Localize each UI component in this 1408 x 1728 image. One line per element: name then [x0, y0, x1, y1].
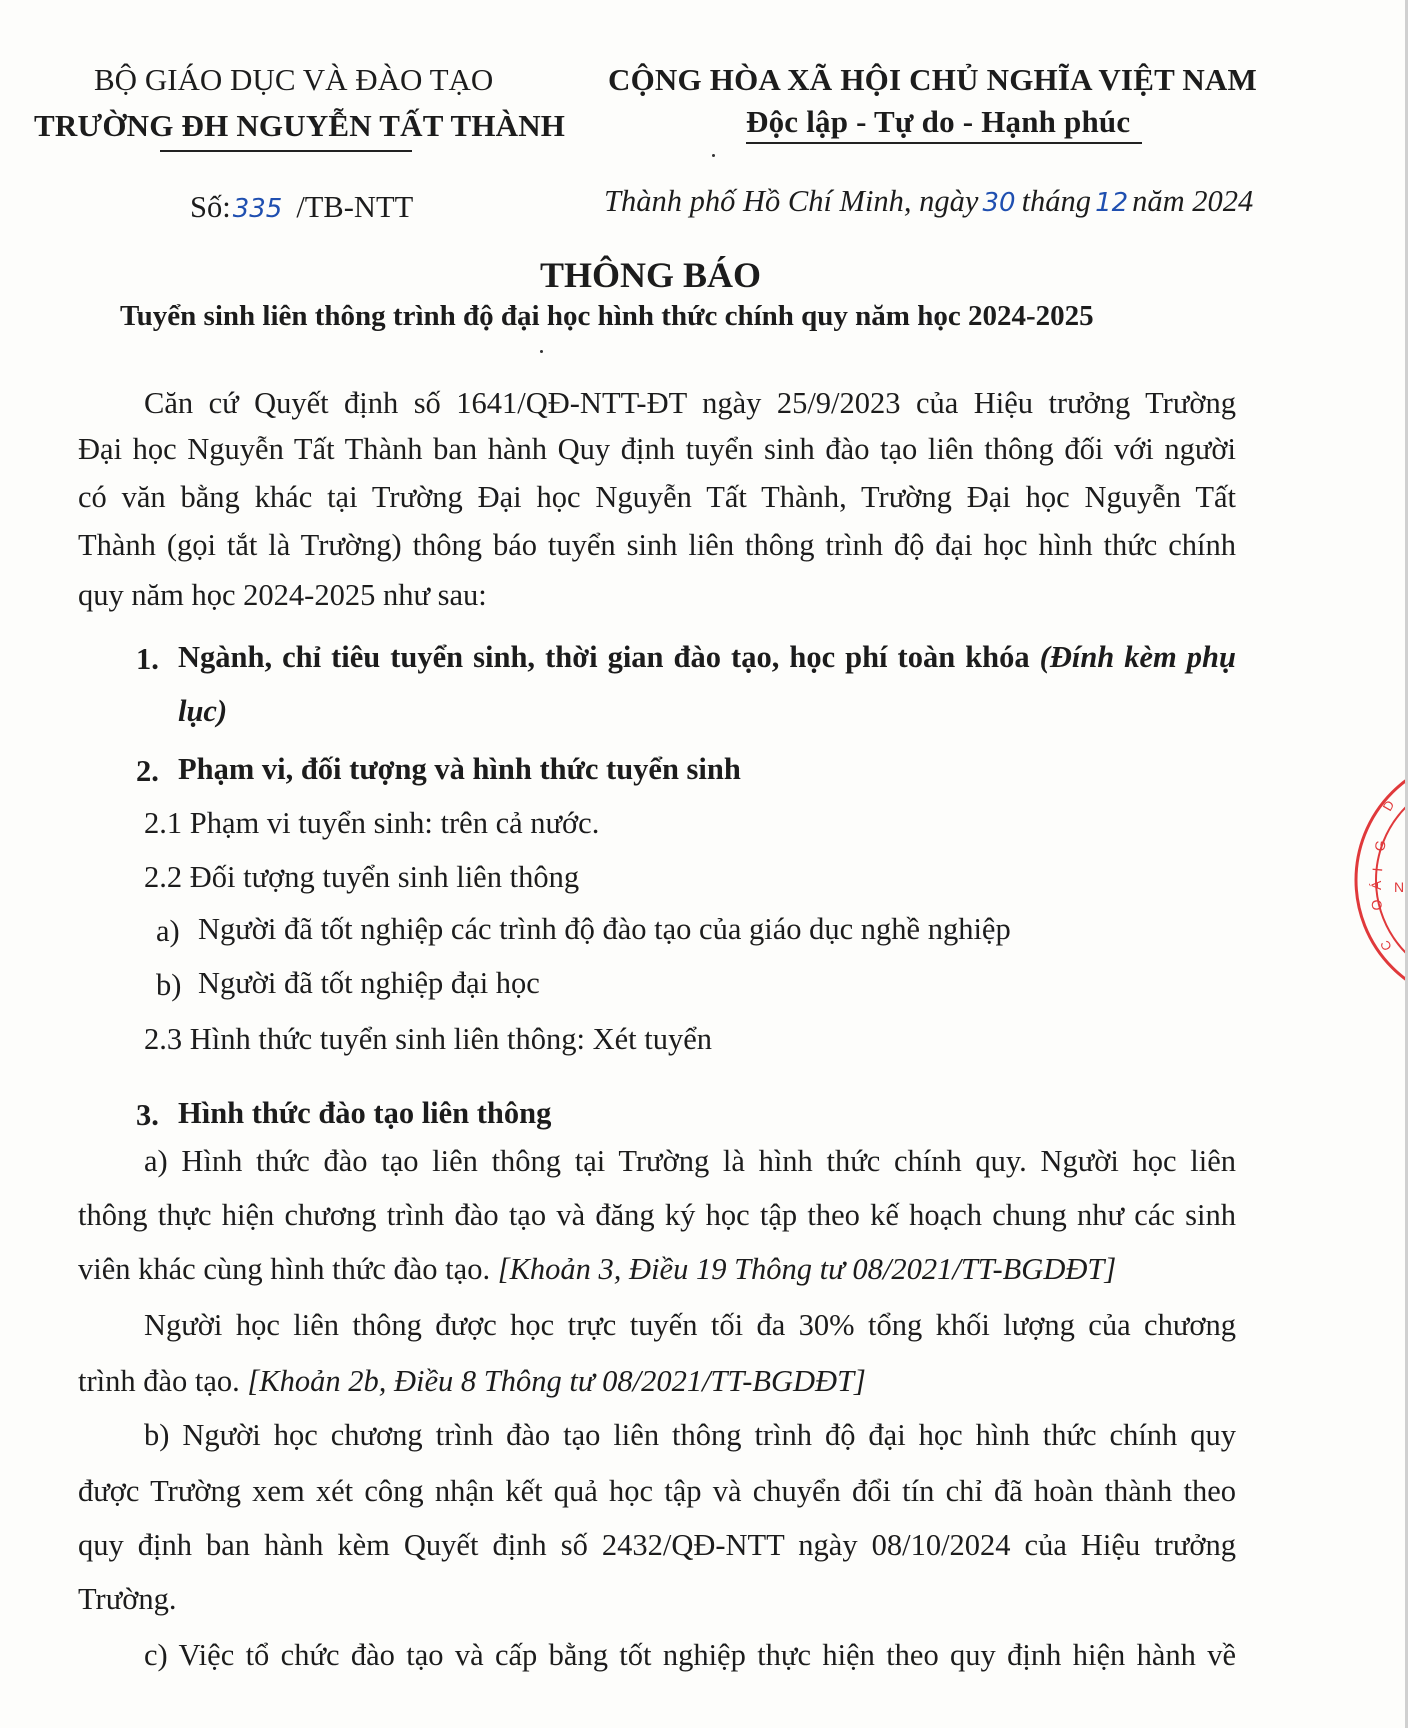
date-year: năm 2024: [1132, 184, 1254, 218]
ministry-name: BỘ GIÁO DỤC VÀ ĐÀO TẠO: [94, 62, 494, 97]
section-3-heading: Hình thức đào tạo liên thông: [178, 1096, 552, 1130]
section-2-number: 2.: [136, 754, 159, 788]
date-month-handwritten: 12: [1095, 188, 1129, 218]
section-3-b-line-3: quy định ban hành kèm Quyết định số 2432/QĐ-NTT ngày 08/10/2024 của Hiệu trưởng: [78, 1528, 1236, 1562]
section-3-number: 3.: [136, 1098, 159, 1132]
section-3-b-line-2: được Trường xem xét công nhận kết quả học tập và chuyển đổi tín chỉ đã hoàn thành theo: [78, 1474, 1236, 1508]
reference-number: [190, 192, 413, 223]
intro-line-5: quy năm học 2024-2025 như sau:: [78, 578, 487, 612]
online-citation: [Khoản 2b, Điều 8 Thông tư 08/2021/TT-BGDĐT]: [247, 1364, 866, 1398]
seal-letter: I: [1369, 866, 1386, 873]
ref-handwritten-number: 335: [232, 194, 283, 224]
online-line-1: Người học liên thông được học trực tuyến tối đa 30% tổng khối lượng của chương: [144, 1308, 1236, 1342]
document-subtitle: Tuyển sinh liên thông trình độ đại học hình thức chính quy năm học 2024-2025: [120, 300, 1094, 332]
section-2-3: 2.3 Hình thức tuyển sinh liên thông: Xét tuyển: [144, 1022, 713, 1056]
republic-name: CỘNG HÒA XÃ HỘI CHỦ NGHĨA VIỆT NAM: [608, 62, 1257, 97]
issue-date: [604, 186, 1253, 217]
section-1-line-1: [178, 642, 1236, 673]
intro-line-4: Thành (gọi tắt là Trường) thông báo tuyển sinh liên thông trình độ đại học hình thức chính: [78, 528, 1236, 562]
section-3-a-line-3: [78, 1254, 1116, 1285]
section-1-line-2: lục): [178, 694, 228, 728]
section-3-a-line-1: a) Hình thức đào tạo liên thông tại Trường là hình thức chính quy. Người học liên: [144, 1144, 1236, 1178]
section-3-b-line-4: Trường.: [78, 1582, 177, 1616]
document-title: THÔNG BÁO: [540, 255, 762, 295]
ref-suffix: /TB-NTT: [296, 190, 414, 224]
section-1-number: 1.: [136, 642, 159, 676]
intro-line-2: Đại học Nguyễn Tất Thành ban hành Quy định tuyển sinh đào tạo liên thông đối với người: [78, 432, 1236, 466]
intro-line-1: Căn cứ Quyết định số 1641/QĐ-NTT-ĐT ngày 25/9/2023 của Hiệu trưởng Trường: [144, 386, 1236, 420]
ref-prefix: Số:: [190, 190, 231, 224]
seal-letter: G: [1371, 839, 1389, 853]
section-1-heading: Ngành, chỉ tiêu tuyển sinh, thời gian đào tạo, học phí toàn khóa: [178, 640, 1030, 674]
intro-line-3: có văn bằng khác tại Trường Đại học Nguyễn Tất Thành, Trường Đại học Nguyễn Tất: [78, 480, 1236, 514]
university-name: TRƯỜNG ĐH NGUYỄN TẤT THÀNH: [34, 108, 566, 143]
date-place: Thành phố Hồ Chí Minh, ngày: [604, 184, 979, 218]
section-2-2: 2.2 Đối tượng tuyển sinh liên thông: [144, 860, 580, 894]
date-day-handwritten: 30: [982, 188, 1016, 218]
section-2-2-b: Người đã tốt nghiệp đại học: [198, 966, 540, 1000]
online-text: trình đào tạo.: [78, 1364, 240, 1398]
section-3-a-text: viên khác cùng hình thức đào tạo.: [78, 1252, 491, 1286]
section-3-a-citation: [Khoản 3, Điều 19 Thông tư 08/2021/TT-BGDĐT]: [497, 1252, 1117, 1286]
section-2-heading: Phạm vi, đối tượng và hình thức tuyển sinh: [178, 752, 741, 786]
date-month-label: tháng: [1021, 184, 1092, 218]
section-2-2-a: Người đã tốt nghiệp các trình độ đào tạo của giáo dục nghề nghiệp: [198, 912, 1011, 946]
motto-underline: [746, 142, 1142, 144]
seal-letter: O: [1368, 898, 1385, 912]
seal-letter: C: [1377, 938, 1395, 954]
section-1-appendix-note: (Đính kèm phụ: [1039, 640, 1236, 674]
official-seal: [1330, 752, 1408, 1008]
seal-letter: D: [1379, 797, 1398, 814]
national-motto: Độc lập - Tự do - Hạnh phúc: [746, 104, 1131, 139]
section-3-a-line-2: thông thực hiện chương trình đào tạo và đăng ký học tập theo kế hoạch chung như các sinh: [78, 1198, 1236, 1232]
seal-letter: Á: [1368, 880, 1384, 890]
section-2-1: 2.1 Phạm vi tuyển sinh: trên cả nước.: [144, 806, 600, 840]
seal-letter: N: [1394, 879, 1405, 895]
section-2-2-b-label: b): [156, 968, 182, 1002]
section-2-2-a-label: a): [156, 914, 180, 948]
section-3-c-line-1: c) Việc tổ chức đào tạo và cấp bằng tốt nghiệp thực hiện theo quy định hiện hành về: [144, 1638, 1236, 1672]
section-3-b-line-1: b) Người học chương trình đào tạo liên thông trình độ đại học hình thức chính quy: [144, 1418, 1236, 1452]
decor-dot: [540, 350, 543, 353]
decor-dot: [712, 154, 715, 157]
online-line-2: [78, 1366, 866, 1397]
university-underline: [160, 150, 412, 152]
